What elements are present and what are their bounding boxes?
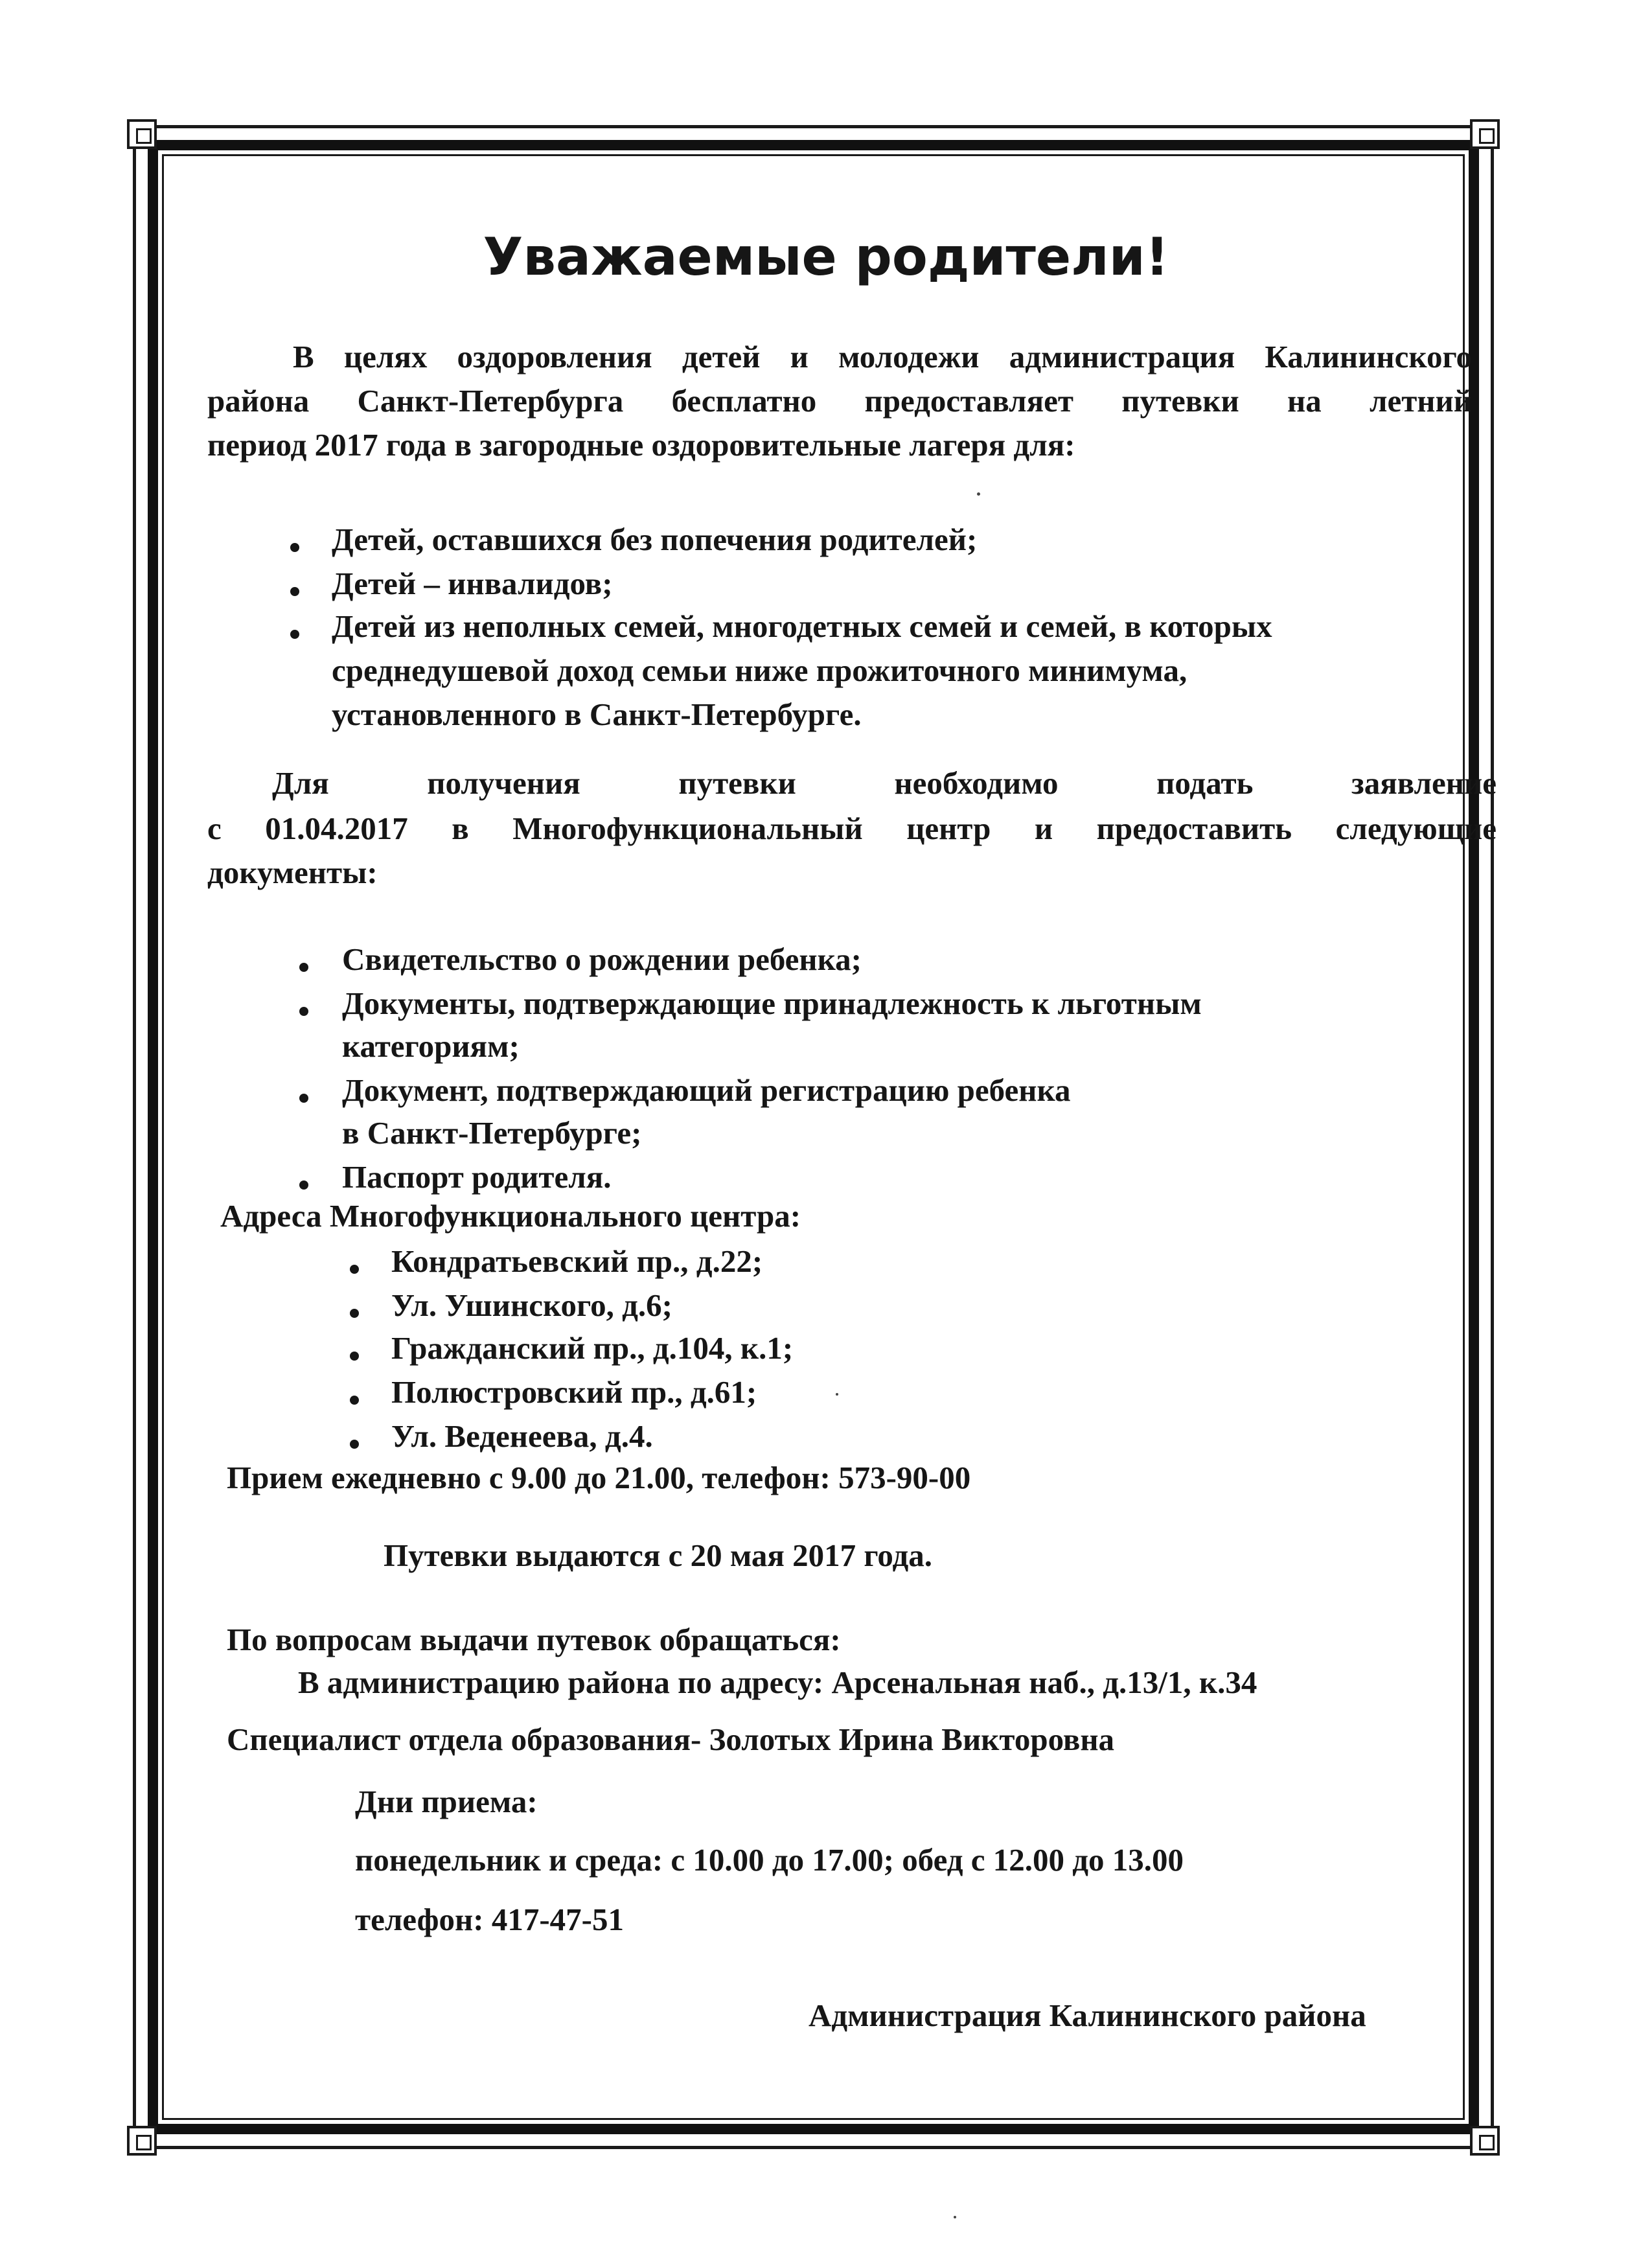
reception-days-label: Дни приема: [355, 1784, 538, 1819]
frame-corner-ornament [127, 119, 157, 149]
bullet-icon [350, 1265, 359, 1274]
intro-line: период 2017 года в загородные оздоровительные лагеря для: [207, 427, 1075, 463]
bullet-icon [290, 543, 299, 552]
frame-corner-ornament [1470, 2126, 1500, 2156]
issue-date-notice: Путевки выдаются с 20 мая 2017 года. [384, 1537, 933, 1573]
list-item: категориям; [342, 1028, 520, 1064]
bullet-icon [299, 1007, 308, 1016]
list-item: Детей из неполных семей, многодетных семей и семей, в которых [332, 608, 1272, 644]
bullet-icon [290, 587, 299, 596]
mfc-hours: Прием ежедневно с 9.00 до 21.00, телефон: 573-90-00 [227, 1460, 971, 1495]
frame-corner-ornament [127, 2126, 157, 2156]
address-item: Ул. Веденеева, д.4. [391, 1418, 653, 1454]
list-item: Документы, подтверждающие принадлежность к льготным [342, 985, 1202, 1021]
bullet-icon [350, 1440, 359, 1449]
address-item: Ул. Ушинского, д.6; [391, 1287, 672, 1323]
application-line: документы: [207, 855, 378, 890]
bullet-icon [299, 963, 308, 972]
list-item: в Санкт-Петербурге; [342, 1115, 642, 1151]
contact-phone: телефон: 417-47-51 [355, 1902, 624, 1937]
list-item: Документ, подтверждающий регистрацию ребенка [342, 1072, 1071, 1108]
scan-speck [836, 1393, 838, 1396]
address-item: Гражданский пр., д.104, к.1; [391, 1330, 794, 1366]
mfc-heading: Адреса Многофункционального центра: [220, 1198, 801, 1234]
scan-speck [977, 492, 980, 496]
application-line: Для получения путевки необходимо подать заявление [272, 765, 1497, 801]
scan-speck [954, 2216, 956, 2218]
intro-line: В целях оздоровления детей и молодежи администрация Калининского [293, 339, 1472, 374]
frame-corner-ornament [1470, 119, 1500, 149]
bullet-icon [290, 630, 299, 639]
contact-address: В администрацию района по адресу: Арсенальная наб., д.13/1, к.34 [298, 1664, 1257, 1700]
bullet-icon [350, 1309, 359, 1318]
contact-specialist: Специалист отдела образования- Золотых Ирина Викторовна [227, 1721, 1115, 1757]
address-item: Полюстровский пр., д.61; [391, 1374, 757, 1410]
address-item: Кондратьевский пр., д.22; [391, 1243, 763, 1279]
list-item: Свидетельство о рождении ребенка; [342, 941, 862, 977]
intro-line: района Санкт-Петербурга бесплатно предоставляет путевки на летний [207, 383, 1472, 419]
application-line: с 01.04.2017 в Многофункциональный центр и предоставить следующие [207, 811, 1497, 846]
bullet-icon [299, 1094, 308, 1103]
signature: Администрация Калининского района [809, 1997, 1366, 2033]
reception-schedule: понедельник и среда: с 10.00 до 17.00; обед с 12.00 до 13.00 [355, 1842, 1184, 1878]
bullet-icon [350, 1352, 359, 1361]
page-title: Уважаемые родители! [483, 227, 1169, 287]
bullet-icon [350, 1396, 359, 1405]
list-item: установленного в Санкт-Петербурге. [332, 697, 862, 732]
bullet-icon [299, 1180, 308, 1190]
list-item: Детей – инвалидов; [332, 566, 613, 601]
list-item: Паспорт родителя. [342, 1159, 612, 1195]
contact-heading: По вопросам выдачи путевок обращаться: [227, 1622, 841, 1657]
list-item: Детей, оставшихся без попечения родителей; [332, 522, 978, 557]
list-item: среднедушевой доход семьи ниже прожиточного минимума, [332, 652, 1187, 688]
